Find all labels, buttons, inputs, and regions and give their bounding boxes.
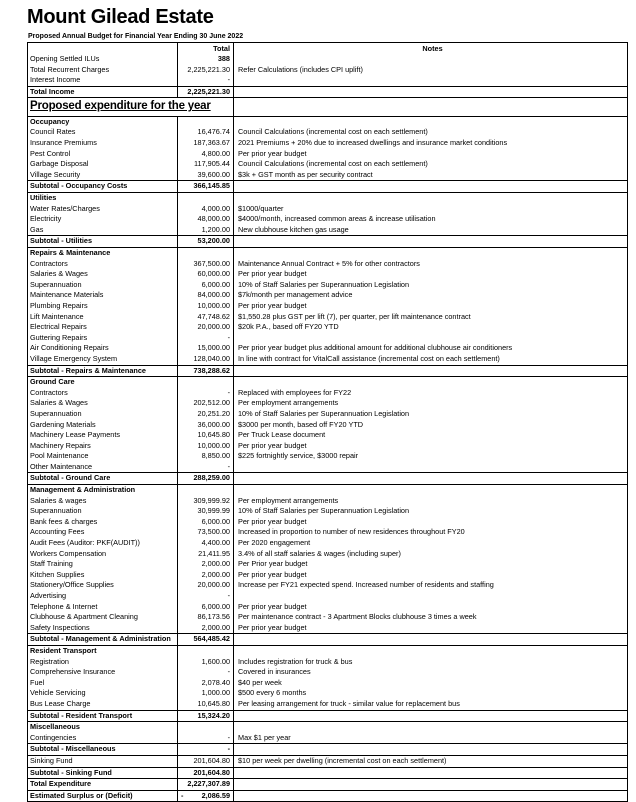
row-label: Safety Inspections [30,622,90,632]
budget-row [28,612,628,623]
budget-row [28,170,628,181]
row-note: Per Prior year budget [234,559,628,570]
row-value: 10,000.00 [178,301,234,312]
budget-row [28,678,628,689]
row-value: 84,000.00 [178,290,234,301]
row-value: 2,000.00 [178,559,234,570]
row-note: $1,550.28 plus GST per lift (7), per quarter, per lift maintenance contract [234,312,628,323]
table-body [28,54,628,802]
row-value: 6,000.00 [178,280,234,291]
row-value: 53,200.00 [178,236,234,248]
row-value: 1,600.00 [178,657,234,668]
row-label: Subtotal - Repairs & Maintenance [28,365,178,377]
row-label: Maintenance Materials [30,290,104,300]
row-value: 20,251.20 [178,409,234,420]
subtotal-row [28,634,628,646]
row-label: Guttering Repairs [30,332,88,342]
row-note: $20k P.A., based off FY20 YTD [234,322,628,333]
page-subtitle: Proposed Annual Budget for Financial Year Ending 30 June 2022 [28,33,244,40]
row-note [234,645,628,656]
row-note: $3000 per month, based off FY20 YTD [234,420,628,431]
row-label: Garbage Disposal [30,159,89,169]
budget-row [28,214,628,225]
row-value: 15,000.00 [178,343,234,354]
row-value: 73,500.00 [178,527,234,538]
row-value: - [178,388,234,399]
row-note: Per prior year budget [234,301,628,312]
budget-row [28,398,628,409]
budget-row [28,496,628,507]
row-value: 1,200.00 [178,225,234,236]
row-value: 47,748.62 [178,312,234,323]
row-label: Kitchen Supplies [30,569,85,579]
row-note: $1000/quarter [234,204,628,215]
row-note: $3k + GST month as per security contract [234,170,628,181]
row-value: 2,225,221.30 [178,86,234,98]
row-label: Contractors [30,387,68,397]
row-label: Resident Transport [30,645,97,655]
budget-row [28,527,628,538]
budget-row [28,409,628,420]
row-note [234,248,628,259]
row-label: Subtotal - Utilities [28,236,178,248]
budget-row [28,322,628,333]
row-value: 2,227,307.89 [178,779,234,791]
row-value: 2,086.59 - [178,790,234,802]
expenditure-title-row [28,98,628,117]
row-note: Per leasing arrangement for truck - similar value for replacement bus [234,699,628,710]
row-label: Stationery/Office Supplies [30,580,114,590]
row-value: 2,000.00 [178,570,234,581]
row-label: Gas [30,224,44,234]
row-note: Per employment arrangements [234,496,628,507]
budget-table [27,42,628,802]
row-value: - [178,733,234,744]
row-label: Management & Administration [30,485,136,495]
row-note: Replaced with employees for FY22 [234,388,628,399]
row-value: 366,145.85 [178,181,234,193]
row-label: Contingencies [30,732,77,742]
budget-row [28,430,628,441]
row-note [234,779,628,791]
row-note: Maintenance Annual Contract + 5% for other contractors [234,259,628,270]
negative-sign: - [181,790,184,800]
row-value: - [178,75,234,86]
row-value [178,116,234,127]
row-note: Per prior year budget [234,441,628,452]
row-value: 201,604.80 [178,755,234,767]
row-note [234,710,628,722]
subtotal-row [28,236,628,248]
budget-row [28,517,628,528]
budget-row [28,54,628,65]
row-label: Council Rates [30,127,76,137]
row-note: 2021 Premiums + 20% due to increased dwellings and insurance market conditions [234,138,628,149]
budget-row [28,506,628,517]
row-value [178,248,234,259]
row-label: Vehicle Servicing [30,688,86,698]
row-note: $7k/month per management advice [234,290,628,301]
row-note [234,54,628,65]
row-label: Subtotal - Ground Care [28,473,178,485]
row-value: 16,476.74 [178,127,234,138]
row-label: Registration [30,656,69,666]
row-value: 288,259.00 [178,473,234,485]
row-label: Contractors [30,258,68,268]
budget-row [28,333,628,344]
subtotal-row [28,365,628,377]
row-note: Per Truck Lease document [234,430,628,441]
row-value: - [178,744,234,756]
row-note [234,181,628,193]
row-label: Miscellaneous [30,722,80,732]
row-label: Bank fees & charges [30,516,98,526]
row-label: Opening Settled ILUs [30,54,100,63]
row-note: Per prior year budget [234,570,628,581]
row-note [234,591,628,602]
row-note: Council Calculations (incremental cost on each settlement) [234,127,628,138]
row-note [234,377,628,388]
subtotal-row [28,710,628,722]
row-note [234,98,628,117]
row-value: - [178,591,234,602]
row-note [234,722,628,733]
budget-row [28,657,628,668]
row-label: Subtotal - Occupancy Costs [28,181,178,193]
row-value [178,722,234,733]
row-value: 309,999.92 [178,496,234,507]
row-label: Utilities [30,193,57,203]
row-value: 367,500.00 [178,259,234,270]
budget-row [28,159,628,170]
row-value: 201,604.80 [178,767,234,779]
row-label: Village Security [30,169,81,179]
subtotal-row [28,473,628,485]
row-note [234,116,628,127]
row-label: Total Income [28,86,178,98]
subtotal-row [28,181,628,193]
header-notes-column: Notes [234,43,628,55]
row-label: Total Expenditure [28,779,178,791]
row-note: 3.4% of all staff salaries & wages (including super) [234,549,628,560]
header-total-column: Total [178,43,234,55]
row-value: 86,173.56 [178,612,234,623]
row-label: Pest Control [30,148,71,158]
budget-row [28,549,628,560]
row-note: Per prior year budget [234,149,628,160]
subtotal-row [28,779,628,791]
row-note: $4000/month, increased common areas & increase utilisation [234,214,628,225]
row-label: Superannuation [30,506,82,516]
row-note: Per 2020 engagement [234,538,628,549]
row-value [178,193,234,204]
row-value: 2,225,221.30 [178,65,234,76]
row-note [234,193,628,204]
row-label: Bus Lease Charge [30,698,91,708]
row-label: Accounting Fees [30,527,85,537]
row-label: Estimated Surplus or (Deficit) [28,790,178,802]
budget-row [28,602,628,613]
row-value: 20,000.00 [178,580,234,591]
subtotal-row [28,790,628,802]
row-value: 2,078.40 [178,678,234,689]
row-label: Clubhouse & Apartment Cleaning [30,612,138,622]
row-label: Sinking Fund [30,755,73,765]
budget-row [28,269,628,280]
row-note: New clubhouse kitchen gas usage [234,225,628,236]
subtotal-row [28,86,628,98]
table-header-row [28,43,628,55]
budget-row [28,75,628,86]
row-note [234,744,628,756]
row-value: 10,645.80 [178,699,234,710]
row-note: 10% of Staff Salaries per Superannuation Legislation [234,280,628,291]
row-label: Electrical Repairs [30,322,87,332]
header-item-column [28,43,178,55]
row-value: - [178,333,234,344]
row-label: Machinery Repairs [30,440,91,450]
row-value: 36,000.00 [178,420,234,431]
row-note: $225 fortnightly service, $3000 repair [234,451,628,462]
budget-row [28,451,628,462]
budget-row [28,591,628,602]
row-note: Per prior year budget [234,602,628,613]
budget-row [28,699,628,710]
row-label: Plumbing Repairs [30,300,88,310]
row-value: 21,411.95 [178,549,234,560]
budget-row [28,343,628,354]
row-note [234,236,628,248]
row-value: 128,040.00 [178,354,234,365]
row-label: Repairs & Maintenance [30,248,111,257]
row-note [234,86,628,98]
budget-row [28,301,628,312]
row-label: Salaries & Wages [30,269,88,279]
budget-row [28,127,628,138]
expenditure-title-text: Proposed expenditure for the year [30,100,211,113]
row-label: Comprehensive Insurance [30,667,116,677]
row-note: Per prior year budget [234,269,628,280]
row-note [234,365,628,377]
row-value: 564,485.42 [178,634,234,646]
budget-row [28,559,628,570]
row-label: Lift Maintenance [30,311,84,321]
budget-row [28,204,628,215]
row-label: Total Recurrent Charges [30,64,110,74]
row-label: Workers Compensation [30,548,107,558]
row-note: $10 per week per dwelling (incremental cost on each settlement) [234,755,628,767]
row-note: $40 per week [234,678,628,689]
row-note: Increased in proportion to number of new residences throughout FY20 [234,527,628,538]
row-note: Per maintenance contract - 3 Apartment Blocks clubhouse 3 times a week [234,612,628,623]
budget-row [28,667,628,678]
budget-row [28,462,628,473]
row-note: Council Calculations (incremental cost on each settlement) [234,159,628,170]
section-header-row [28,485,628,496]
row-note: $500 every 6 months [234,688,628,699]
row-label: Machinery Lease Payments [30,430,121,440]
row-value: 10,645.80 [178,430,234,441]
row-label: Interest Income [30,75,81,85]
row-value: 6,000.00 [178,602,234,613]
row-value: 8,850.00 [178,451,234,462]
row-label: Telephone & Internet [30,601,98,611]
page-title: Mount Gilead Estate [27,6,214,28]
row-note: 10% of Staff Salaries per Superannuation Legislation [234,506,628,517]
row-note [234,634,628,646]
row-note: Per prior year budget plus additional amount for additional clubhouse air conditioners [234,343,628,354]
budget-row [28,570,628,581]
row-value: 10,000.00 [178,441,234,452]
row-value [178,485,234,496]
row-value: 6,000.00 [178,517,234,528]
row-label: Advertising [30,591,67,600]
budget-row [28,388,628,399]
budget-row [28,290,628,301]
budget-row [28,441,628,452]
budget-row [28,580,628,591]
row-label: Subtotal - Management & Administration [28,634,178,646]
row-note [234,462,628,473]
budget-row [28,420,628,431]
row-value: 4,000.00 [178,204,234,215]
row-value [178,377,234,388]
row-label: Water Rates/Charges [30,203,100,213]
budget-row [28,280,628,291]
section-header-row [28,377,628,388]
row-value: 20,000.00 [178,322,234,333]
row-label: Salaries & wages [30,495,87,505]
row-label: Ground Care [30,377,75,387]
row-value: 4,800.00 [178,149,234,160]
row-value: 117,905.44 [178,159,234,170]
row-value: 2,000.00 [178,623,234,634]
row-value: 48,000.00 [178,214,234,225]
row-value: 60,000.00 [178,269,234,280]
row-note: In line with contract for VitalCall assistance (incremental cost on each settlement) [234,354,628,365]
row-label: Subtotal - Sinking Fund [28,767,178,779]
row-label: Subtotal - Miscellaneous [28,744,178,756]
budget-row [28,138,628,149]
subtotal-row [28,744,628,756]
row-label: Other Maintenance [30,461,93,471]
row-value: - [178,667,234,678]
section-header-row [28,645,628,656]
subtotal-row [28,767,628,779]
row-note [234,75,628,86]
row-label: Staff Training [30,559,73,569]
expenditure-title [28,98,234,117]
row-value: 15,324.20 [178,710,234,722]
row-note [234,767,628,779]
budget-row [28,65,628,76]
row-note: Per prior year budget [234,623,628,634]
row-note: 10% of Staff Salaries per Superannuation Legislation [234,409,628,420]
row-note [234,333,628,344]
row-label: Gardening Materials [30,419,96,429]
row-value [178,645,234,656]
budget-row [28,354,628,365]
budget-row [28,733,628,744]
row-note: Increase per FY21 expected spend. Increased number of residents and staffing [234,580,628,591]
row-note: Covered in insurances [234,667,628,678]
row-note: Includes registration for truck & bus [234,657,628,668]
row-value: 202,512.00 [178,398,234,409]
row-label: Insurance Premiums [30,138,97,148]
row-label: Pool Maintenance [30,451,89,461]
row-note: Refer Calculations (includes CPI uplift) [234,65,628,76]
budget-row [28,688,628,699]
row-note [234,473,628,485]
row-value: 187,363.67 [178,138,234,149]
section-header-row [28,248,628,259]
row-value: 30,999.99 [178,506,234,517]
row-label: Occupancy [30,116,70,126]
row-note [234,790,628,802]
section-header-row [28,116,628,127]
row-value: 4,400.00 [178,538,234,549]
row-value: 388 [178,54,234,65]
row-value: 738,288.62 [178,365,234,377]
budget-row [28,312,628,323]
row-label: Village Emergency System [30,353,118,363]
row-label: Fuel [30,677,45,687]
section-header-row [28,722,628,733]
row-note: Per prior year budget [234,517,628,528]
row-note: Per employment arrangements [234,398,628,409]
section-header-row [28,193,628,204]
budget-row [28,755,628,767]
row-label: Salaries & Wages [30,398,88,408]
budget-row [28,259,628,270]
budget-row [28,149,628,160]
row-value: - [178,462,234,473]
row-label: Superannuation [30,279,82,289]
row-label: Audit Fees (Auditor: PKF(AUDIT)) [30,538,140,548]
row-note: Max $1 per year [234,733,628,744]
row-label: Electricity [30,214,62,224]
row-label: Superannuation [30,408,82,418]
row-label: Subtotal - Resident Transport [28,710,178,722]
budget-row [28,538,628,549]
row-value: 1,000.00 [178,688,234,699]
row-note [234,485,628,496]
budget-row [28,225,628,236]
row-label: Air Conditioning Repairs [30,343,109,353]
row-value: 39,600.00 [178,170,234,181]
budget-row [28,623,628,634]
